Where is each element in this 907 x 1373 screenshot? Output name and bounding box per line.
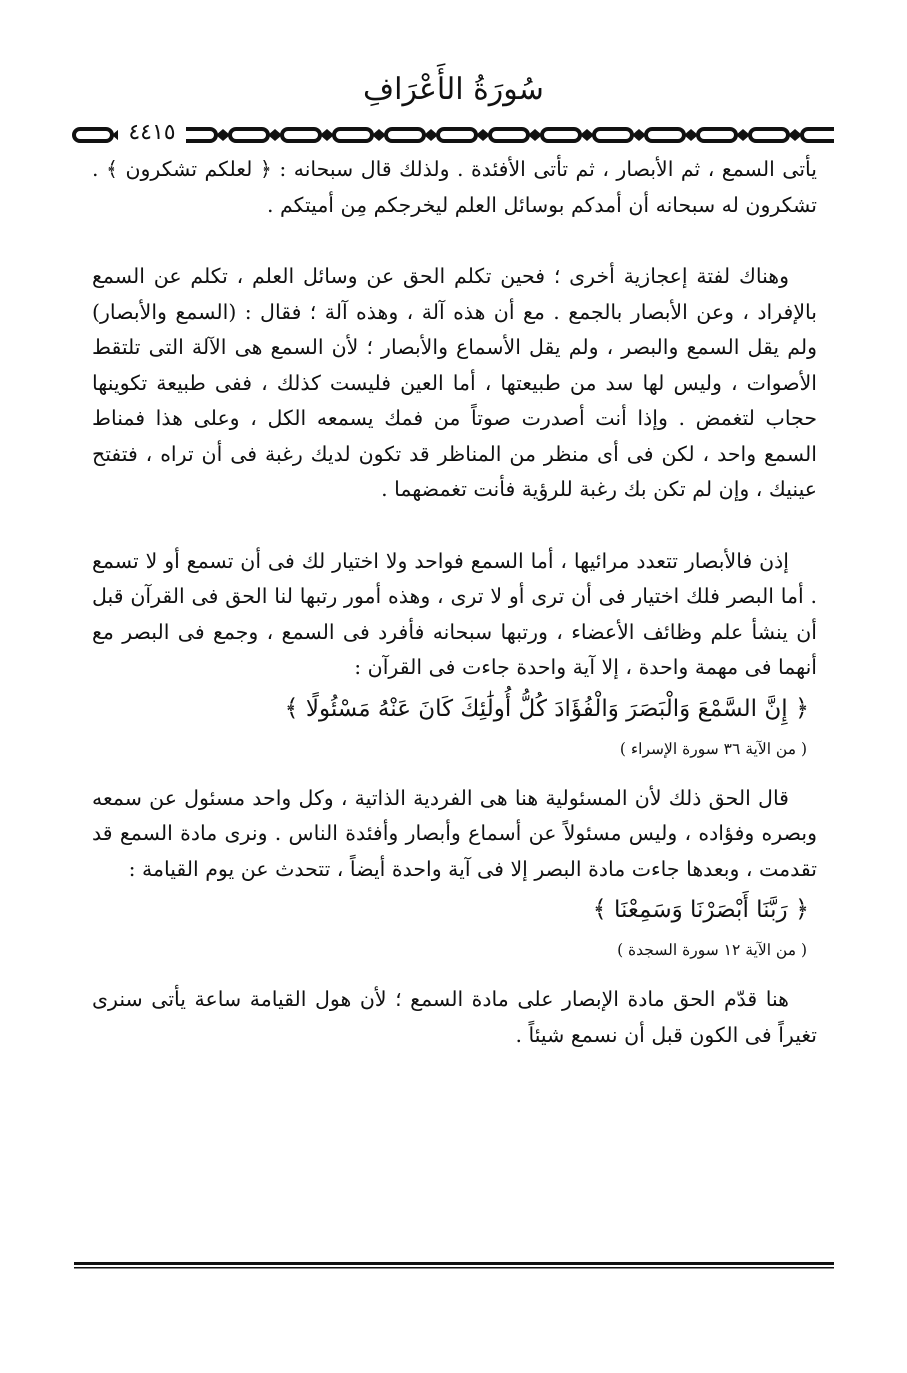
chain-diamond (476, 129, 490, 141)
chain-oval (750, 129, 788, 141)
chain-diamond (320, 129, 334, 141)
chain-diamond (424, 129, 438, 141)
chain-diamond (788, 129, 802, 141)
chain-oval (542, 129, 580, 141)
verse-close-bracket: ﴾ (284, 693, 299, 722)
verse-close-bracket: ﴾ (592, 895, 607, 923)
paragraph-3: إذن فالأبصار تتعدد مرائيها ، أما السمع فواحد ولا اختيار لك فى أن تسمع أو لا تسمع . أما البصر فلك اختيار فى أن ترى أو لا ترى ، وهذه أمور رتبها لنا الحق فى القرآن قبل أن ينشأ علم وظائف الأعضاء ، ورتبها سبحانه فأفرد فى السمع ، وجمع فى البصر مع أنهما فى مهمة واحدة ، إلا آية واحدة جاءت فى القرآن : (92, 548, 817, 679)
verse-open-bracket: ﴿ (794, 693, 809, 722)
verse-2-text: رَبَّنَا أَبْصَرْنَا وَسَمِعْنَا (613, 897, 788, 923)
paragraph-4: قال الحق ذلك لأن المسئولية هنا هى الفردية الذاتية ، وكل واحد مسئول عن سمعه وبصره وفؤاده ، وليس مسئولاً عن أسماع وأبصار وأفئدة الناس . ونرى مادة السمع قد تقدمت ، وبعدها جاءت مادة البصر إلا فى آية واحدة أيضاً ، تتحدث عن يوم القيامة : (92, 785, 817, 881)
chain-diamond (632, 129, 646, 141)
verse-1-text: إِنَّ السَّمْعَ وَالْبَصَرَ وَالْفُؤَادَ كُلُّ أُولَٰئِكَ كَانَ عَنْهُ مَسْئُولًا (305, 695, 788, 722)
chain-oval (438, 129, 476, 141)
surah-title: سُورَةُ الأَعْرَافِ (363, 72, 544, 107)
chain-oval (646, 129, 684, 141)
chain-diamond (580, 129, 594, 141)
chain-oval (230, 129, 268, 141)
chain-oval (282, 129, 320, 141)
chain-oval (802, 129, 834, 141)
chain-diamond (372, 129, 386, 141)
page-number: ٤٤١٥ (118, 118, 186, 148)
verse-1-source: ( من الآية ٣٦ سورة الإسراء ) (619, 739, 807, 758)
quran-verse-2 (92, 887, 817, 932)
chain-oval (490, 129, 528, 141)
chain-diamond (216, 129, 230, 141)
chain-diamond (736, 129, 750, 141)
quran-verse-1 (92, 686, 817, 731)
chain-oval (386, 129, 424, 141)
verse-open-bracket: ﴿ (794, 895, 809, 923)
chain-diamond (528, 129, 542, 141)
paragraph-2: وهناك لفتة إعجازية أخرى ؛ فحين تكلم الحق عن وسائل العلم ، تكلم عن السمع بالإفراد ، وعن الأبصار بالجمع . مع أن هذه آلة ، وهذه آلة ؛ فقال : (السمع والأبصار) ولم يقل السمع والبصر ، ولم يقل الأسماع والأبصار ؛ لأن السمع هى الآلة التى تلتقط الأصوات ، وليس لها سد من طبيعتها ، أما العين فليست كذلك ، ففى طبيعة تكوينها حجاب لتغمض . وإذا أنت أصدرت صوتاً من فمك يسمعه الكل ، وعلى هذا فمناط السمع واحد ، لكن فى أى منظر من المناظر قد تكون لديك رغبة فى أن تراه ، فتفتح عينيك ، وإن لم تكن بك رغبة للرؤية فأنت تغمضهما . (92, 264, 817, 501)
header-ornament-rule (72, 118, 834, 152)
page-body (92, 152, 817, 1053)
paragraph-1: يأتى السمع ، ثم الأبصار ، ثم تأتى الأفئدة . ولذلك قال سبحانه : ﴿ لعلكم تشكرون ﴾ . تشكرون له سبحانه أن أمدكم بوسائل العلم ليخرجكم مِن أميتكم . (92, 157, 817, 217)
chain-oval (334, 129, 372, 141)
footer-rule (74, 1262, 834, 1270)
chain-diamond (684, 129, 698, 141)
paragraph-5: هنا قدّم الحق مادة الإبصار على مادة السمع ؛ لأن هول القيامة ساعة يأتى سنرى تغيراً فى الكون قبل أن نسمع شيئاً . (92, 987, 817, 1047)
chain-diamond (268, 129, 282, 141)
chain-oval (74, 129, 112, 141)
verse-2-source: ( من الآية ١٢ سورة السجدة ) (617, 941, 807, 959)
chain-oval (698, 129, 736, 141)
chain-oval (594, 129, 632, 141)
